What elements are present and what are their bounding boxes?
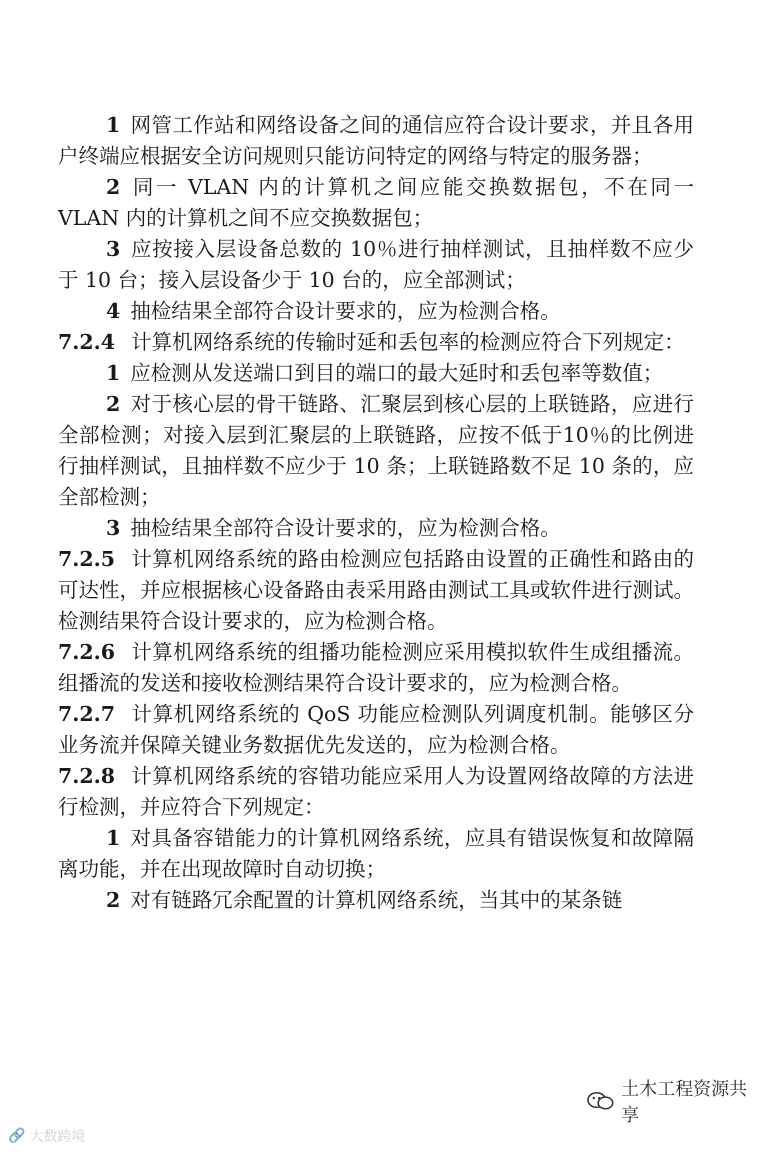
watermark-right [586,1075,761,1127]
item-number: 1 [106,826,121,850]
list-item [58,110,694,172]
clause-number: 7.2.7 [58,702,116,726]
watermark-left-text: 大数跨境 [29,1129,86,1145]
list-item [58,172,694,234]
paragraph-text: 抽检结果全部符合设计要求的，应为检测合格。 [130,516,561,540]
watermark-right-text: 土木工程资源共享 [621,1079,748,1126]
item-number: 3 [106,237,121,261]
paragraph-text: 网管工作站和网络设备之间的通信应符合设计要求，并且各用户终端应根据安全访问规则只能访问特定的网络与特定的服务器； [58,113,694,168]
clause-number: 7.2.6 [58,640,116,664]
list-item [58,358,694,389]
paragraph-text: 计算机网络系统的 QoS 功能应检测队列调度机制。能够区分业务流并保障关键业务数据优先发送的，应为检测合格。 [58,702,694,757]
list-item [58,389,694,513]
paragraph-text: 计算机网络系统的传输时延和丢包率的检测应符合下列规定： [131,330,685,354]
list-item [58,885,694,916]
paragraph-text: 对于核心层的骨干链路、汇聚层到核心层的上联链路，应进行全部检测；对接入层到汇聚层的上联链路，应按不低于10％的比例进行抽样测试，且抽样数不应少于 10 条；上联链路数不足 10 条的，应全部检测； [58,392,694,509]
paragraph-text: 抽检结果全部符合设计要求的，应为检测合格。 [130,299,561,323]
logo-icon: 🔗 [8,1128,26,1144]
watermark-left [8,1126,85,1146]
wechat-icon [586,1090,615,1112]
clause [58,637,694,699]
clause-number: 7.2.4 [58,330,116,354]
paragraph-text: 计算机网络系统的容错功能应采用人为设置网络故障的方法进行检测，并应符合下列规定： [58,764,694,819]
paragraph-text: 计算机网络系统的路由检测应包括路由设置的正确性和路由的可达性，并应根据核心设备路由表采用路由测试工具或软件进行测试。检测结果符合设计要求的，应为检测合格。 [58,547,694,633]
clause [58,761,694,823]
paragraph-text: 应按接入层设备总数的 10％进行抽样测试，且抽样数不应少于 10 台；接入层设备少于 10 台的，应全部测试； [58,237,694,292]
list-item [58,823,694,885]
document-body [58,110,694,916]
clause-number: 7.2.8 [58,764,116,788]
item-number: 3 [106,516,121,540]
paragraph-text: 计算机网络系统的组播功能检测应采用模拟软件生成组播流。组播流的发送和接收检测结果符合设计要求的，应为检测合格。 [58,640,694,695]
item-number: 1 [106,113,121,137]
item-number: 4 [106,299,121,323]
item-number: 1 [106,361,121,385]
clause [58,327,694,358]
paragraph-text: 同一 VLAN 内的计算机之间应能交换数据包，不在同一VLAN 内的计算机之间不应交换数据包； [58,175,694,230]
list-item [58,513,694,544]
item-number: 2 [106,392,121,416]
paragraph-text: 应检测从发送端口到目的端口的最大延时和丢包率等数值； [130,361,664,385]
clause [58,544,694,637]
paragraph-text: 对具备容错能力的计算机网络系统，应具有错误恢复和故障隔离功能，并在出现故障时自动切换； [58,826,694,881]
item-number: 2 [106,175,121,199]
clause-number: 7.2.5 [58,547,116,571]
list-item [58,296,694,327]
paragraph-text: 对有链路冗余配置的计算机网络系统，当其中的某条链 [130,888,623,912]
item-number: 2 [106,888,121,912]
clause [58,699,694,761]
list-item [58,234,694,296]
